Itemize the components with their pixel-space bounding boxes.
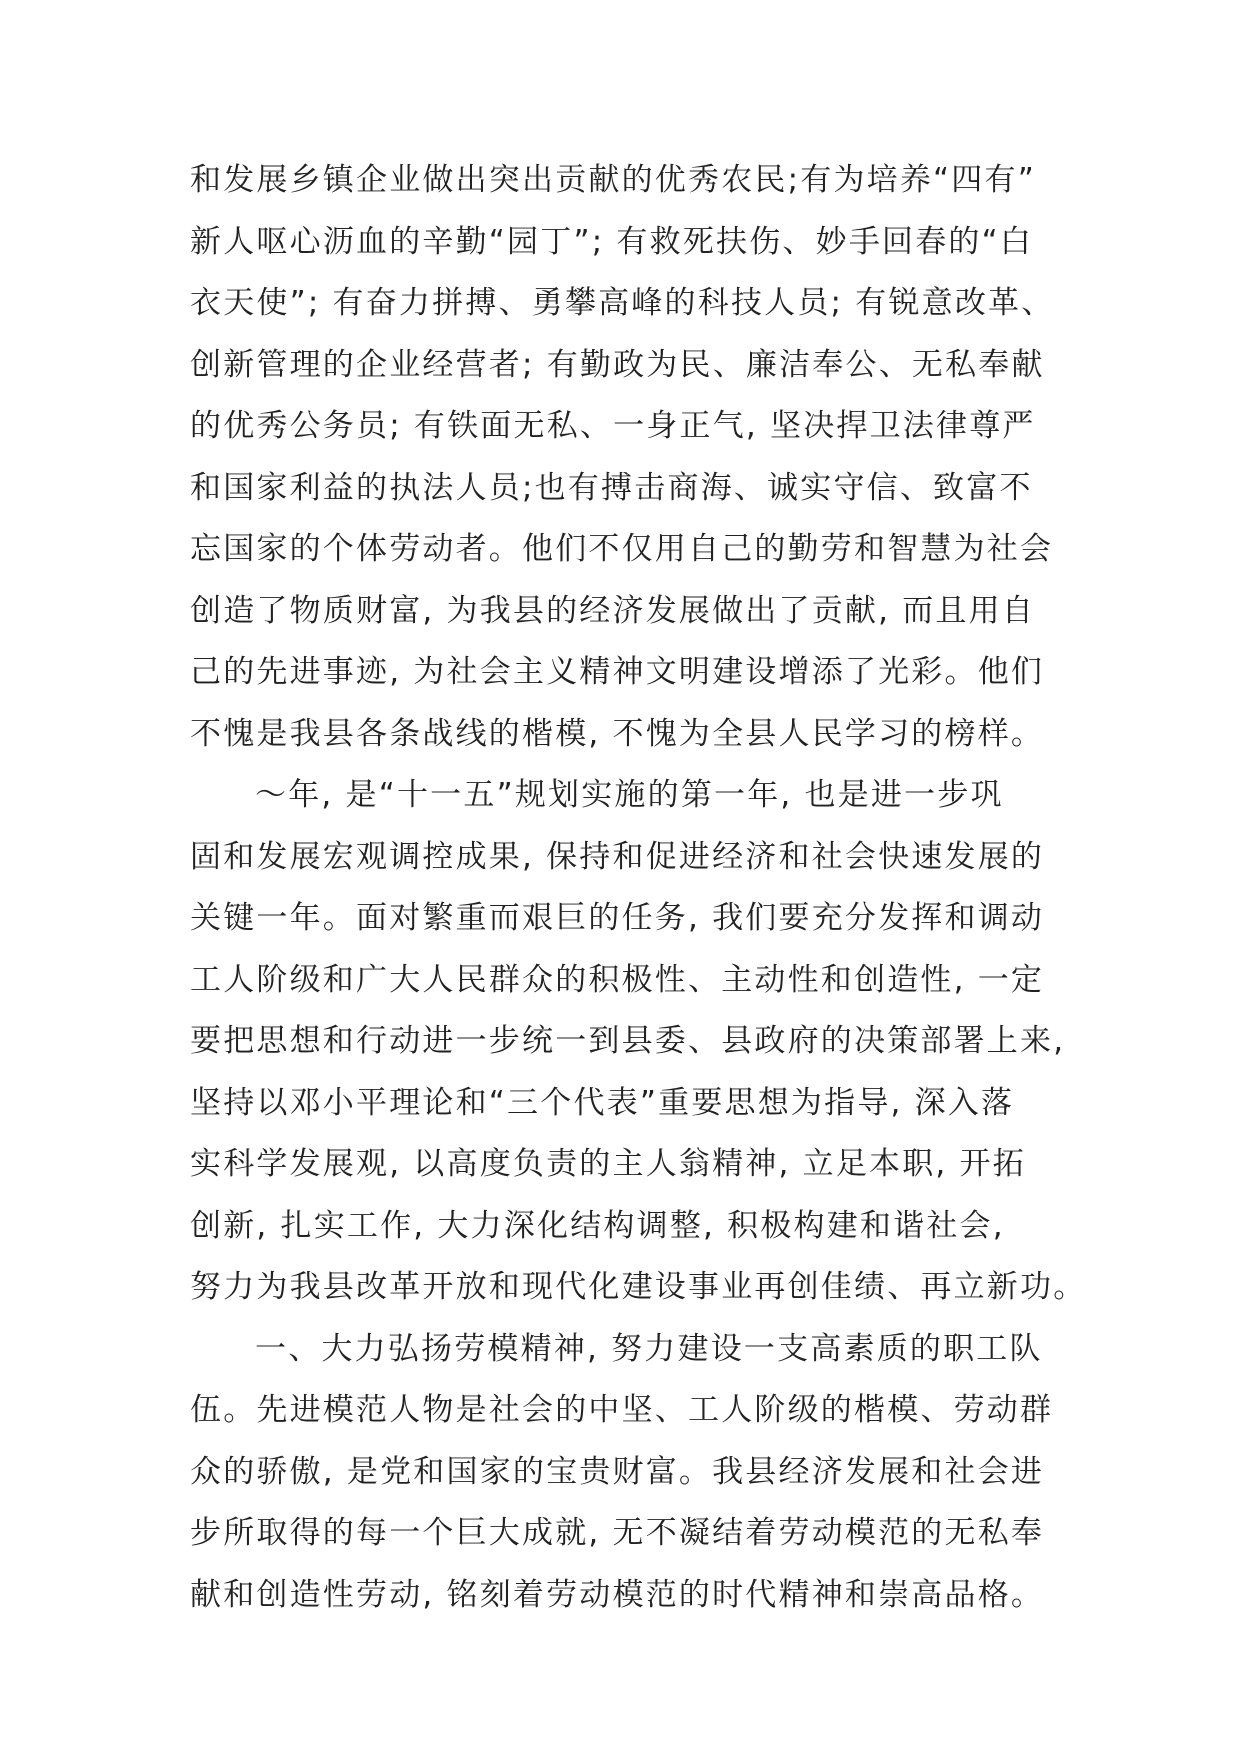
text-line: 关键一年。面对繁重而艰巨的任务, 我们要充分发挥和调动 (190, 900, 1045, 936)
text-line: 献和创造性劳动, 铭刻着劳动模范的时代精神和崇高品格。 (190, 1576, 1045, 1613)
text-line: 坚持以邓小平理论和“三个代表”重要思想为指导, 深入落 (190, 1084, 1015, 1121)
text-line: 众的骄傲, 是党和国家的宝贵财富。我县经济发展和社会进 (190, 1453, 1045, 1490)
text-line: 忘国家的个体劳动者。他们不仅用自己的勤劳和智慧为社会 (190, 531, 1054, 567)
text-line: 创新管理的企业经营者; 有勤政为民、廉洁奉公、无私奉献 (190, 346, 1045, 383)
text-line: 创新, 扎实工作, 大力深化结构调整, 积极构建和谐社会, (190, 1207, 1005, 1244)
text-line: 衣天使”; 有奋力拼搏、勇攀高峰的科技人员; 有锐意改革、 (190, 285, 1055, 321)
text-line: 不愧是我县各条战线的楷模, 不愧为全县人民学习的榜样。 (190, 715, 1045, 752)
paragraph-start-line: ～年, 是“十一五”规划实施的第一年, 也是进一步巩 (255, 777, 1004, 813)
text-line: 伍。先进模范人物是社会的中坚、工人阶级的楷模、劳动群 (190, 1392, 1054, 1428)
text-line: 实科学发展观, 以高度负责的主人翁精神, 立足本职, 开拓 (190, 1146, 1026, 1182)
paragraph-start-line: 一、大力弘扬劳模精神, 努力建设一支高素质的职工队 (255, 1330, 1043, 1367)
text-line: 己的先进事迹, 为社会主义精神文明建设增添了光彩。他们 (190, 654, 1045, 690)
text-line: 的优秀公务员; 有铁面无私、一身正气, 坚决捍卫法律尊严 (190, 408, 1036, 444)
text-line: 新人呕心沥血的辛勤“园丁”; 有救死扶伤、妙手回春的“白 (190, 223, 1034, 260)
text-line: 和国家利益的执法人员;也有搏击商海、诚实守信、致富不 (190, 469, 1033, 506)
text-line: 和发展乡镇企业做出突出贡献的优秀农民;有为培养“四有” (190, 162, 1036, 198)
body-text (190, 150, 1087, 1626)
text-line: 努力为我县改革开放和现代化建设事业再创佳绩、再立新功。 (190, 1269, 1087, 1305)
text-line: 固和发展宏观调控成果, 保持和促进经济和社会快速发展的 (190, 838, 1045, 875)
text-line: 创造了物质财富, 为我县的经济发展做出了贡献, 而且用自 (190, 592, 1036, 629)
text-line: 要把思想和行动进一步统一到县委、县政府的决策部署上来, (190, 1023, 1066, 1059)
text-line: 工人阶级和广大人民群众的积极性、主动性和创造性, 一定 (190, 961, 1045, 998)
text-line: 步所取得的每一个巨大成就, 无不凝结着劳动模范的无私奉 (190, 1515, 1045, 1551)
